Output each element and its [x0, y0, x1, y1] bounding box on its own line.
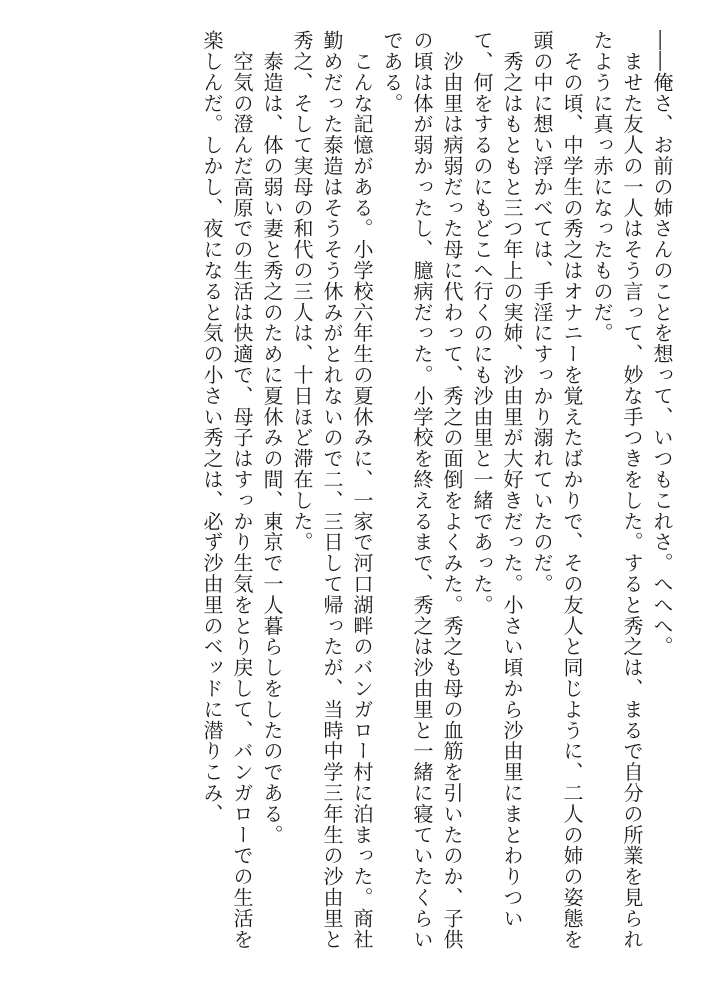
paragraph-4: 秀之はもともと三つ年上の実姉、沙由里が大好きだった。小さい頃から沙由里にまとわりついて、何をするのにもどこへ行くのにも沙由里と一緒であった。: [470, 30, 524, 929]
paragraph-2: ませた友人の一人はそう言って、妙な手つきをした。すると秀之は、まるで自分の所業を見られたように真っ赤になったものだ。: [590, 30, 644, 950]
paragraph-3: その頃、中学生の秀之はオナニーを覚えたばかりで、その友人と同じように、二人の姉の姿態を頭の中に想い浮かべては、手淫にすっかり溺れていたのだ。: [530, 30, 584, 950]
paragraph-1: ――俺さ、お前の姉さんのことを想って、いつもこれさ。へへへ。: [650, 30, 674, 657]
paragraph-5: 沙由里は病弱だった母に代わって、秀之の面倒をよくみた。秀之も母の血筋を引いたのか、子供の頃は体が弱かったし、臆病だった。小学校を終えるまで、秀之は沙由里と一緒に寝ていたくらいである。: [380, 30, 464, 950]
paragraph-6: こんな記憶がある。小学校六年生の夏休みに、一家で河口湖畔のバンガロー村に泊まった。商社勤めだった泰造はそうそう休みがとれないので二、三日して帰ったが、当時中学三年生の沙由里と秀之、そして実母の和代の三人は、十日ほど滞在した。: [290, 30, 374, 950]
paragraph-8: 空気の澄んだ高原での生活は快適で、母子はすっかり生気をとり戻して、バンガローでの生活を楽しんだ。しかし、夜になると気の小さい秀之は、必ず沙由里のベッドに潜りこみ、: [200, 30, 254, 950]
paragraph-7: 泰造は、体の弱い妻と秀之のために夏休みの間、東京で一人暮らしをしたのである。: [260, 30, 284, 846]
vertical-text-body: [197, 30, 677, 970]
